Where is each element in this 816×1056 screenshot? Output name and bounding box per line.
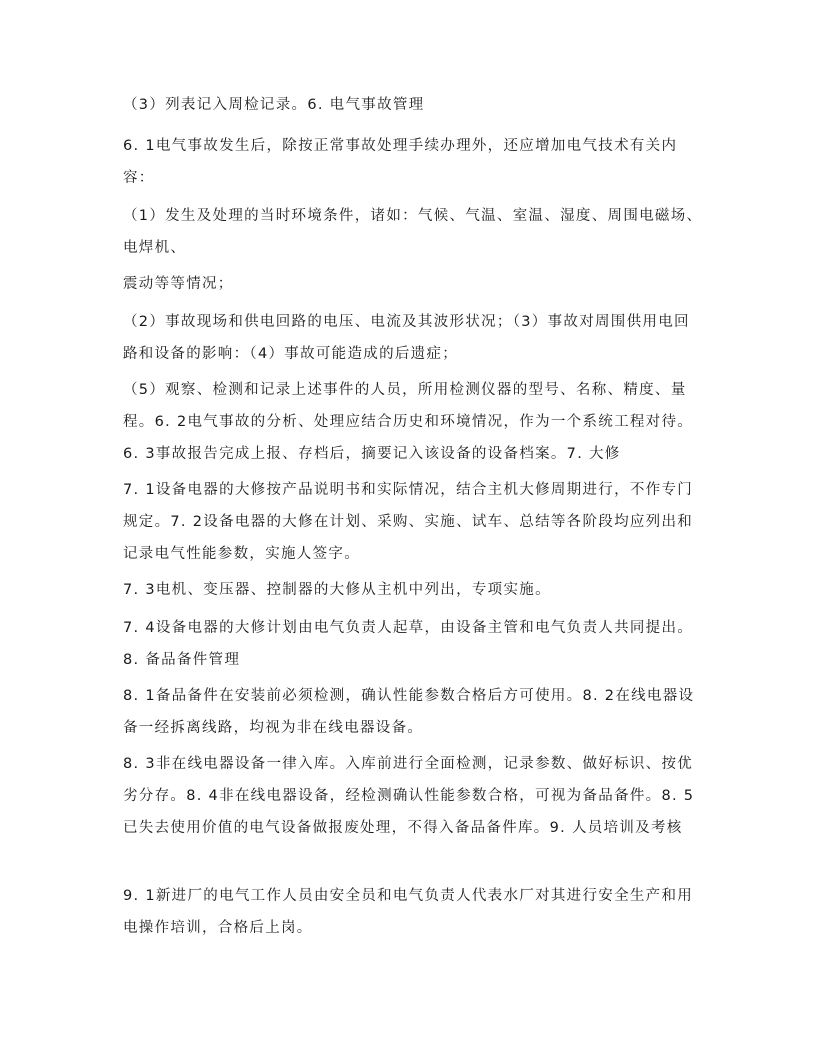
- paragraph-training: 9. 1新进厂的电气工作人员由安全员和电气负责人代表水厂对其进行安全生产和用电操作培训，合格后上岗。: [123, 888, 694, 936]
- paragraph-storage: 8. 3非在线电器设备一律入库。入库前进行全面检测，记录参数、做好标识、按优劣分存。8. 4非在线电器设备，经检测确认性能参数合格，可视为备品备件。8. 5已失去使用价值的电气设备做报废处理，不得入备品备件库。9. 人员培训及考核: [123, 756, 695, 836]
- paragraph-motor-overhaul: 7. 3电机、变压器、控制器的大修从主机中列出，专项实施。: [123, 582, 551, 598]
- paragraph-accident-content: 6. 1电气事故发生后，除按正常事故处理手续办理外，还应增加电气技术有关内容：: [123, 138, 678, 186]
- paragraph-vibration: 震动等等情况；: [123, 276, 234, 292]
- paragraph-spare-parts: 8. 1备品备件在安装前必须检测，确认性能参数合格后方可使用。8. 2在线电器设备一经拆离线路，均视为非在线电器设备。: [123, 688, 695, 736]
- paragraph-observation: （5）观察、检测和记录上述事件的人员，所用检测仪器的型号、名称、精度、量程。6. 2电气事故的分析、处理应结合历史和环境情况，作为一个系统工程对待。6. 3事故报告完成上报、存档后，摘要记入该设备的设备档案。7. 大修: [123, 382, 694, 462]
- paragraph-environment-conditions: （1）发生及处理的当时环境条件，诸如：气候、气温、室温、湿度、周围电磁场、电焊机、: [123, 208, 703, 256]
- paragraph-overhaul-plan: 7. 1设备电器的大修按产品说明书和实际情况，结合主机大修周期进行，不作专门规定。7. 2设备电器的大修在计划、采购、实施、试车、总结等各阶段均应列出和记录电气性能参数，实施人签字。: [123, 482, 694, 562]
- paragraph-check-record: （3）列表记入周检记录。6. 电气事故管理: [123, 97, 425, 113]
- paragraph-voltage-current: （2）事故现场和供电回路的电压、电流及其波形状况；（3）事故对周围供用电回路和设备的影响：（4）事故可能造成的后遗症；: [123, 314, 690, 362]
- paragraph-overhaul-drafting: 7. 4设备电器的大修计划由电气负责人起草，由设备主管和电气负责人共同提出。8. 备品备件管理: [123, 620, 694, 668]
